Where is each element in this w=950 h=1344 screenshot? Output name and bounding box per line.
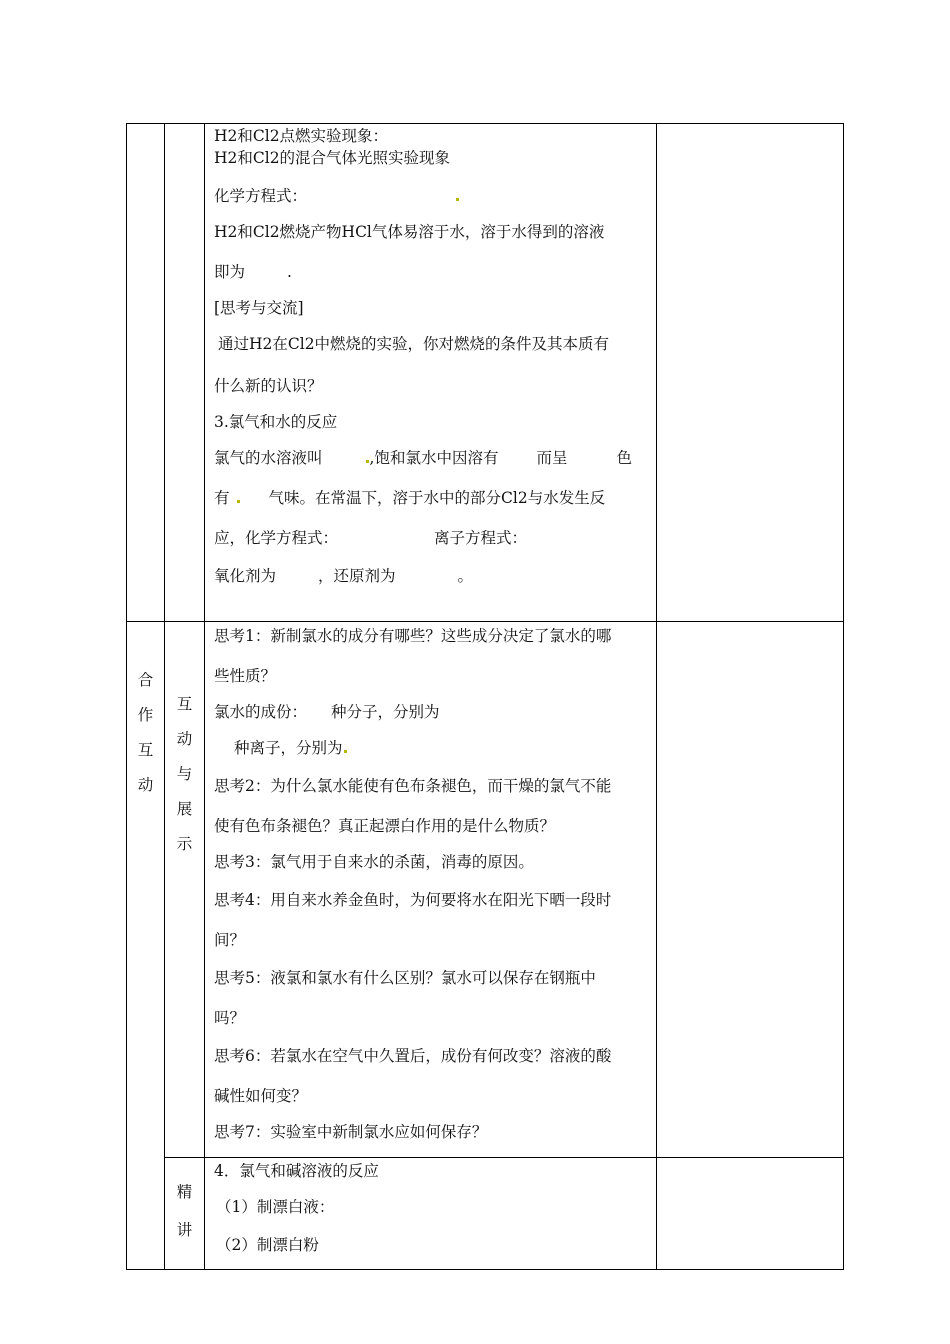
cell-content-1 <box>205 124 657 622</box>
text-line: 3.氯气和水的反应 <box>214 413 338 431</box>
text-line: 思考3：氯气用于自来水的杀菌，消毒的原因。 <box>214 853 534 871</box>
text-line: H2和Cl2燃烧产物HCl气体易溶于水，溶于水得到的溶液 <box>214 223 605 241</box>
text-line: （1）制漂白液： <box>216 1198 335 1216</box>
cell-label-outer-2 <box>127 622 165 1270</box>
vertical-char: 动 <box>176 730 193 748</box>
text-line: 什么新的认识？ <box>214 377 323 395</box>
text-line: 思考1：新制氯水的成分有哪些？这些成分决定了氯水的哪 <box>214 627 612 645</box>
cell-label-outer-1 <box>127 124 165 622</box>
cell-content-3 <box>205 1158 657 1270</box>
text-line: 通过H2在Cl2中燃烧的实验，你对燃烧的条件及其本质有 <box>218 335 610 353</box>
text-line: 碱性如何变？ <box>214 1087 308 1105</box>
text-line: [思考与交流] <box>214 299 304 317</box>
lesson-table <box>126 123 844 1270</box>
text-line: （2）制漂白粉 <box>216 1236 319 1254</box>
text-line: 思考5：液氯和氯水有什么区别？氯水可以保存在钢瓶中 <box>214 969 596 987</box>
cell-label-inner-3 <box>165 1158 205 1270</box>
text-line: 即为 . <box>214 263 292 281</box>
text-line: 应，化学方程式： 离子方程式： <box>214 529 528 547</box>
text-line: 4．氯气和碱溶液的反应 <box>214 1162 379 1180</box>
vertical-char: 互 <box>176 695 193 713</box>
cell-notes-1 <box>657 124 844 622</box>
text-line: 有 气味。在常温下，溶于水中的部分Cl2与水发生反 <box>214 489 606 507</box>
cell-label-inner-2 <box>165 622 205 1158</box>
vertical-char: 互 <box>137 741 154 759</box>
vertical-char: 讲 <box>176 1221 193 1239</box>
cell-notes-2 <box>657 622 844 1158</box>
text-line: 些性质？ <box>214 667 277 685</box>
vertical-char: 合 <box>137 671 154 689</box>
text-line: 氯水的成份： 种分子，分别为 <box>214 703 440 721</box>
text-line: H2和Cl2点燃实验现象： <box>214 127 389 145</box>
text-line: 吗？ <box>214 1009 246 1027</box>
cell-content-2 <box>205 622 657 1158</box>
text-line: 思考7：实验室中新制氯水应如何保存？ <box>214 1123 488 1141</box>
text-line: 思考4：用自来水养金鱼时，为何要将水在阳光下晒一段时 <box>214 891 612 909</box>
vertical-char: 作 <box>137 706 154 724</box>
text-line: 氯气的水溶液叫 ,饱和氯水中因溶有 而呈 色 <box>214 449 632 467</box>
row-section2 <box>127 622 844 1158</box>
text-line: 使有色布条褪色？真正起漂白作用的是什么物质？ <box>214 817 556 835</box>
text-line: 间？ <box>214 931 246 949</box>
text-line: 思考2：为什么氯水能使有色布条褪色，而干燥的氯气不能 <box>214 777 612 795</box>
text-line: H2和Cl2的混合气体光照实验现象 <box>214 149 451 167</box>
text-line: 氧化剂为 ，还原剂为 。 <box>214 567 474 585</box>
vertical-char: 展 <box>176 800 193 818</box>
row-section1 <box>127 124 844 622</box>
vertical-char: 示 <box>176 835 193 853</box>
row-section3 <box>127 1158 844 1270</box>
text-line: 种离子，分别为 <box>214 739 648 777</box>
vertical-char: 与 <box>176 765 193 783</box>
vertical-char: 精 <box>176 1183 193 1201</box>
vertical-char: 动 <box>137 776 154 794</box>
text-line: 化学方程式： <box>214 187 648 223</box>
text-line: 思考6：若氯水在空气中久置后，成份有何改变？溶液的酸 <box>214 1047 612 1065</box>
cell-notes-3 <box>657 1158 844 1270</box>
cell-label-inner-1 <box>165 124 205 622</box>
